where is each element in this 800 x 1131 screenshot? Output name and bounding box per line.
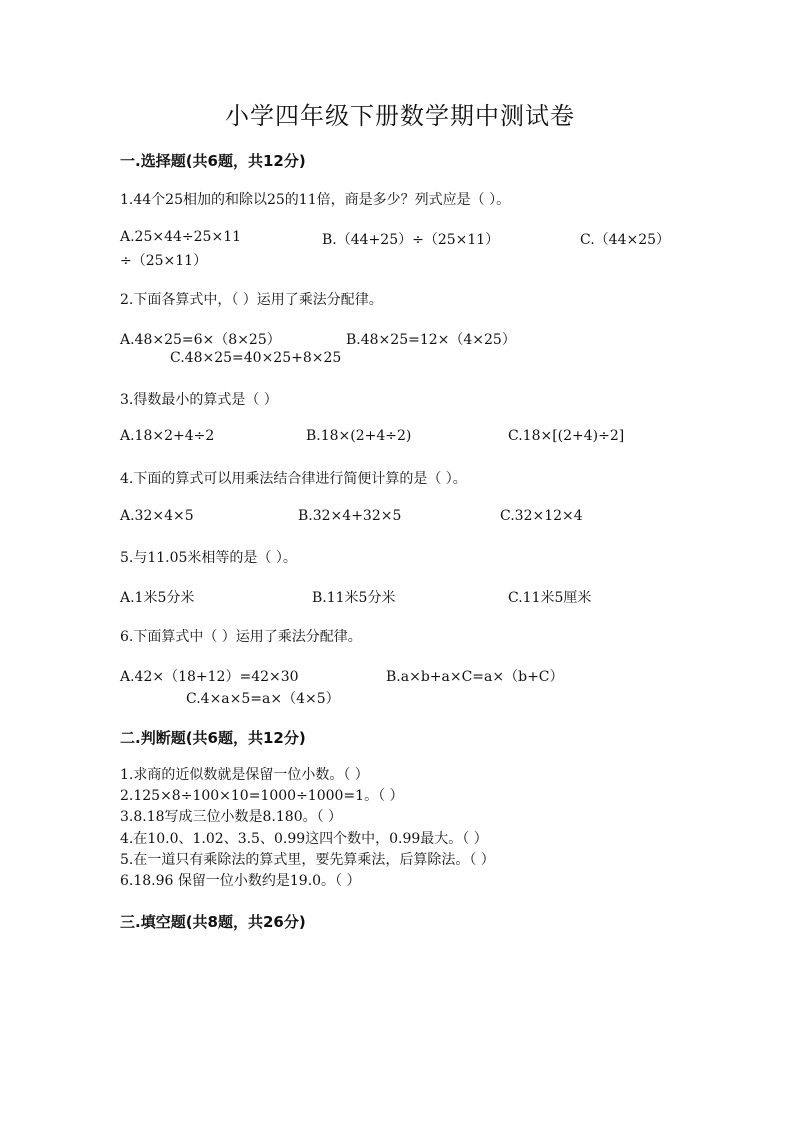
option-c: C.（44×25） xyxy=(580,232,671,248)
section-heading-choice: 一.选择题(共6题，共12分) xyxy=(120,152,306,170)
option-b: B.11米5分米 xyxy=(312,590,396,606)
option-b: B.32×4+32×5 xyxy=(298,508,402,524)
section-heading-judge: 二.判断题(共6题，共12分) xyxy=(120,729,306,747)
option-a: A.32×4×5 xyxy=(120,508,194,524)
question-stem: 5.与11.05米相等的是（ ）。 xyxy=(120,550,297,566)
option-c: C.32×12×4 xyxy=(500,508,583,524)
option-c: C.4×a×5=a×（4×5） xyxy=(186,691,340,707)
judge-item: 2.125×8÷100×10=1000÷1000=1。（ ） xyxy=(120,788,404,804)
option-a: A.1米5分米 xyxy=(120,590,195,606)
question-stem: 1.44个25相加的和除以25的11倍，商是多少？列式应是（ ）。 xyxy=(120,192,511,208)
option-a: A.48×25=6×（8×25） xyxy=(120,332,281,348)
option-a: A.18×2+4÷2 xyxy=(120,428,215,444)
judge-item: 5.在一道只有乘除法的算式里，要先算乘法，后算除法。（ ） xyxy=(120,852,495,868)
option-b: B.（44+25）÷（25×11） xyxy=(322,232,500,248)
question-stem: 6.下面算式中（ ）运用了乘法分配律。 xyxy=(120,629,362,645)
option-c: C.18×[(2+4)÷2] xyxy=(508,428,625,444)
judge-item: 6.18.96 保留一位小数约是19.0。（ ） xyxy=(120,873,361,889)
page-title: 小学四年级下册数学期中测试卷 xyxy=(225,102,575,130)
question-stem: 4.下面的算式可以用乘法结合律进行简便计算的是（ ）。 xyxy=(120,471,467,487)
question-stem: 2.下面各算式中，（ ）运用了乘法分配律。 xyxy=(120,292,383,308)
option-c: C.48×25=40×25+8×25 xyxy=(170,350,342,366)
option-b: B.18×(2+4÷2) xyxy=(306,428,412,444)
option-c-continued: ÷（25×11） xyxy=(120,253,208,269)
option-a: A.25×44÷25×11 xyxy=(120,229,242,245)
question-stem: 3.得数最小的算式是（ ） xyxy=(120,392,278,408)
section-heading-fill: 三.填空题(共8题，共26分) xyxy=(120,913,306,931)
option-b: B.48×25=12×（4×25） xyxy=(346,332,516,348)
judge-item: 1.求商的近似数就是保留一位小数。（ ） xyxy=(120,767,369,783)
option-b: B.a×b+a×C=a×（b+C） xyxy=(386,669,564,685)
judge-item: 4.在10.0、1.02、3.5、0.99这四个数中，0.99最大。（ ） xyxy=(120,831,488,847)
option-a: A.42×（18+12）=42×30 xyxy=(120,669,299,685)
option-c: C.11米5厘米 xyxy=(508,590,592,606)
judge-item: 3.8.18写成三位小数是8.180。（ ） xyxy=(120,809,343,825)
